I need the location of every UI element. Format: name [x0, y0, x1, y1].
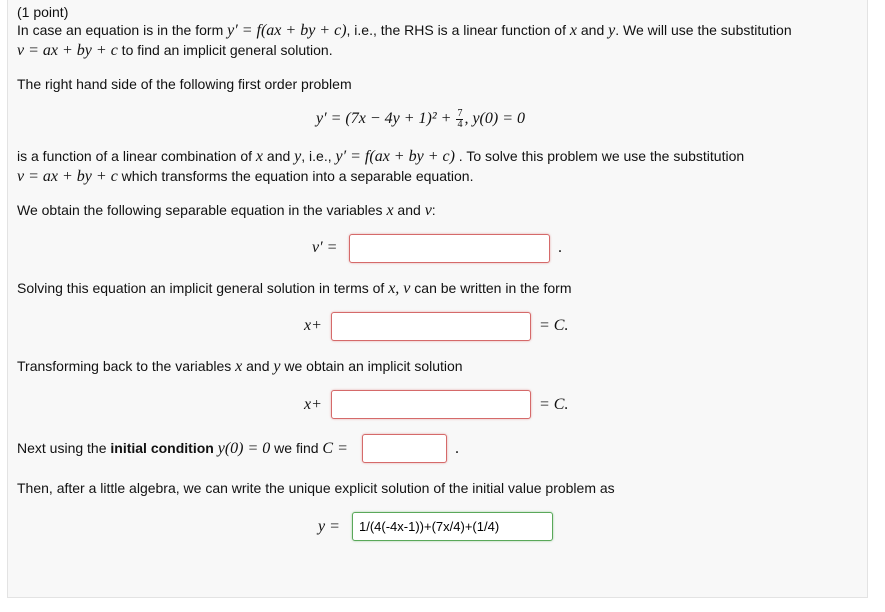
- fraction: $\frac{7}{4}$: [457, 108, 463, 130]
- implicit-solution-input[interactable]: [331, 390, 531, 419]
- problem-lead: The right hand side of the following first order problem: [17, 76, 352, 92]
- intro-eq: y′ = f(ax + by + c): [227, 22, 347, 39]
- vprime-answer-input[interactable]: [349, 234, 550, 263]
- final-label: y =: [318, 518, 340, 535]
- back-lead: Transforming back to the variables x and y we obtain an implicit solution: [17, 358, 463, 375]
- intro-line-1: In case an equation is in the form y′ = f(ax + by + c), i.e., the RHS is a linear function of x and y. We will use the substitution: [17, 22, 792, 39]
- separable-period: .: [558, 239, 562, 256]
- general-lead: Solving this equation an implicit general solution in terms of x, v can be written in the form: [17, 280, 572, 297]
- constant-c-input[interactable]: [362, 434, 447, 463]
- vprime-label: v′ =: [312, 239, 338, 256]
- back-suffix: = C.: [539, 396, 569, 413]
- general-prefix: x+: [304, 317, 322, 334]
- separable-lead: We obtain the following separable equation in the variables x and v:: [17, 202, 436, 219]
- points-label: (1 point): [17, 4, 69, 20]
- explicit-solution-input[interactable]: [352, 512, 553, 541]
- initial-period: .: [455, 440, 459, 457]
- back-prefix: x+: [304, 396, 322, 413]
- general-suffix: = C.: [539, 317, 569, 334]
- explain-line-1: is a function of a linear combination of x and y, i.e., y′ = f(ax + by + c) . To solve this problem we use the substitution: [17, 148, 745, 165]
- final-lead: Then, after a little algebra, we can write the unique explicit solution of the initial value problem as: [17, 480, 615, 496]
- problem-equation: y′ = (7x − 4y + 1)² + $\frac{7}{4}$ , y(0) = 0: [316, 108, 526, 130]
- explain-line-2: v = ax + by + c which transforms the equation into a separable equation.: [17, 168, 474, 185]
- intro-line-2: v = ax + by + c to find an implicit general solution.: [17, 42, 333, 59]
- general-solution-input[interactable]: [331, 312, 531, 341]
- initial-line: Next using the initial condition y(0) = 0 we find C =: [17, 440, 348, 457]
